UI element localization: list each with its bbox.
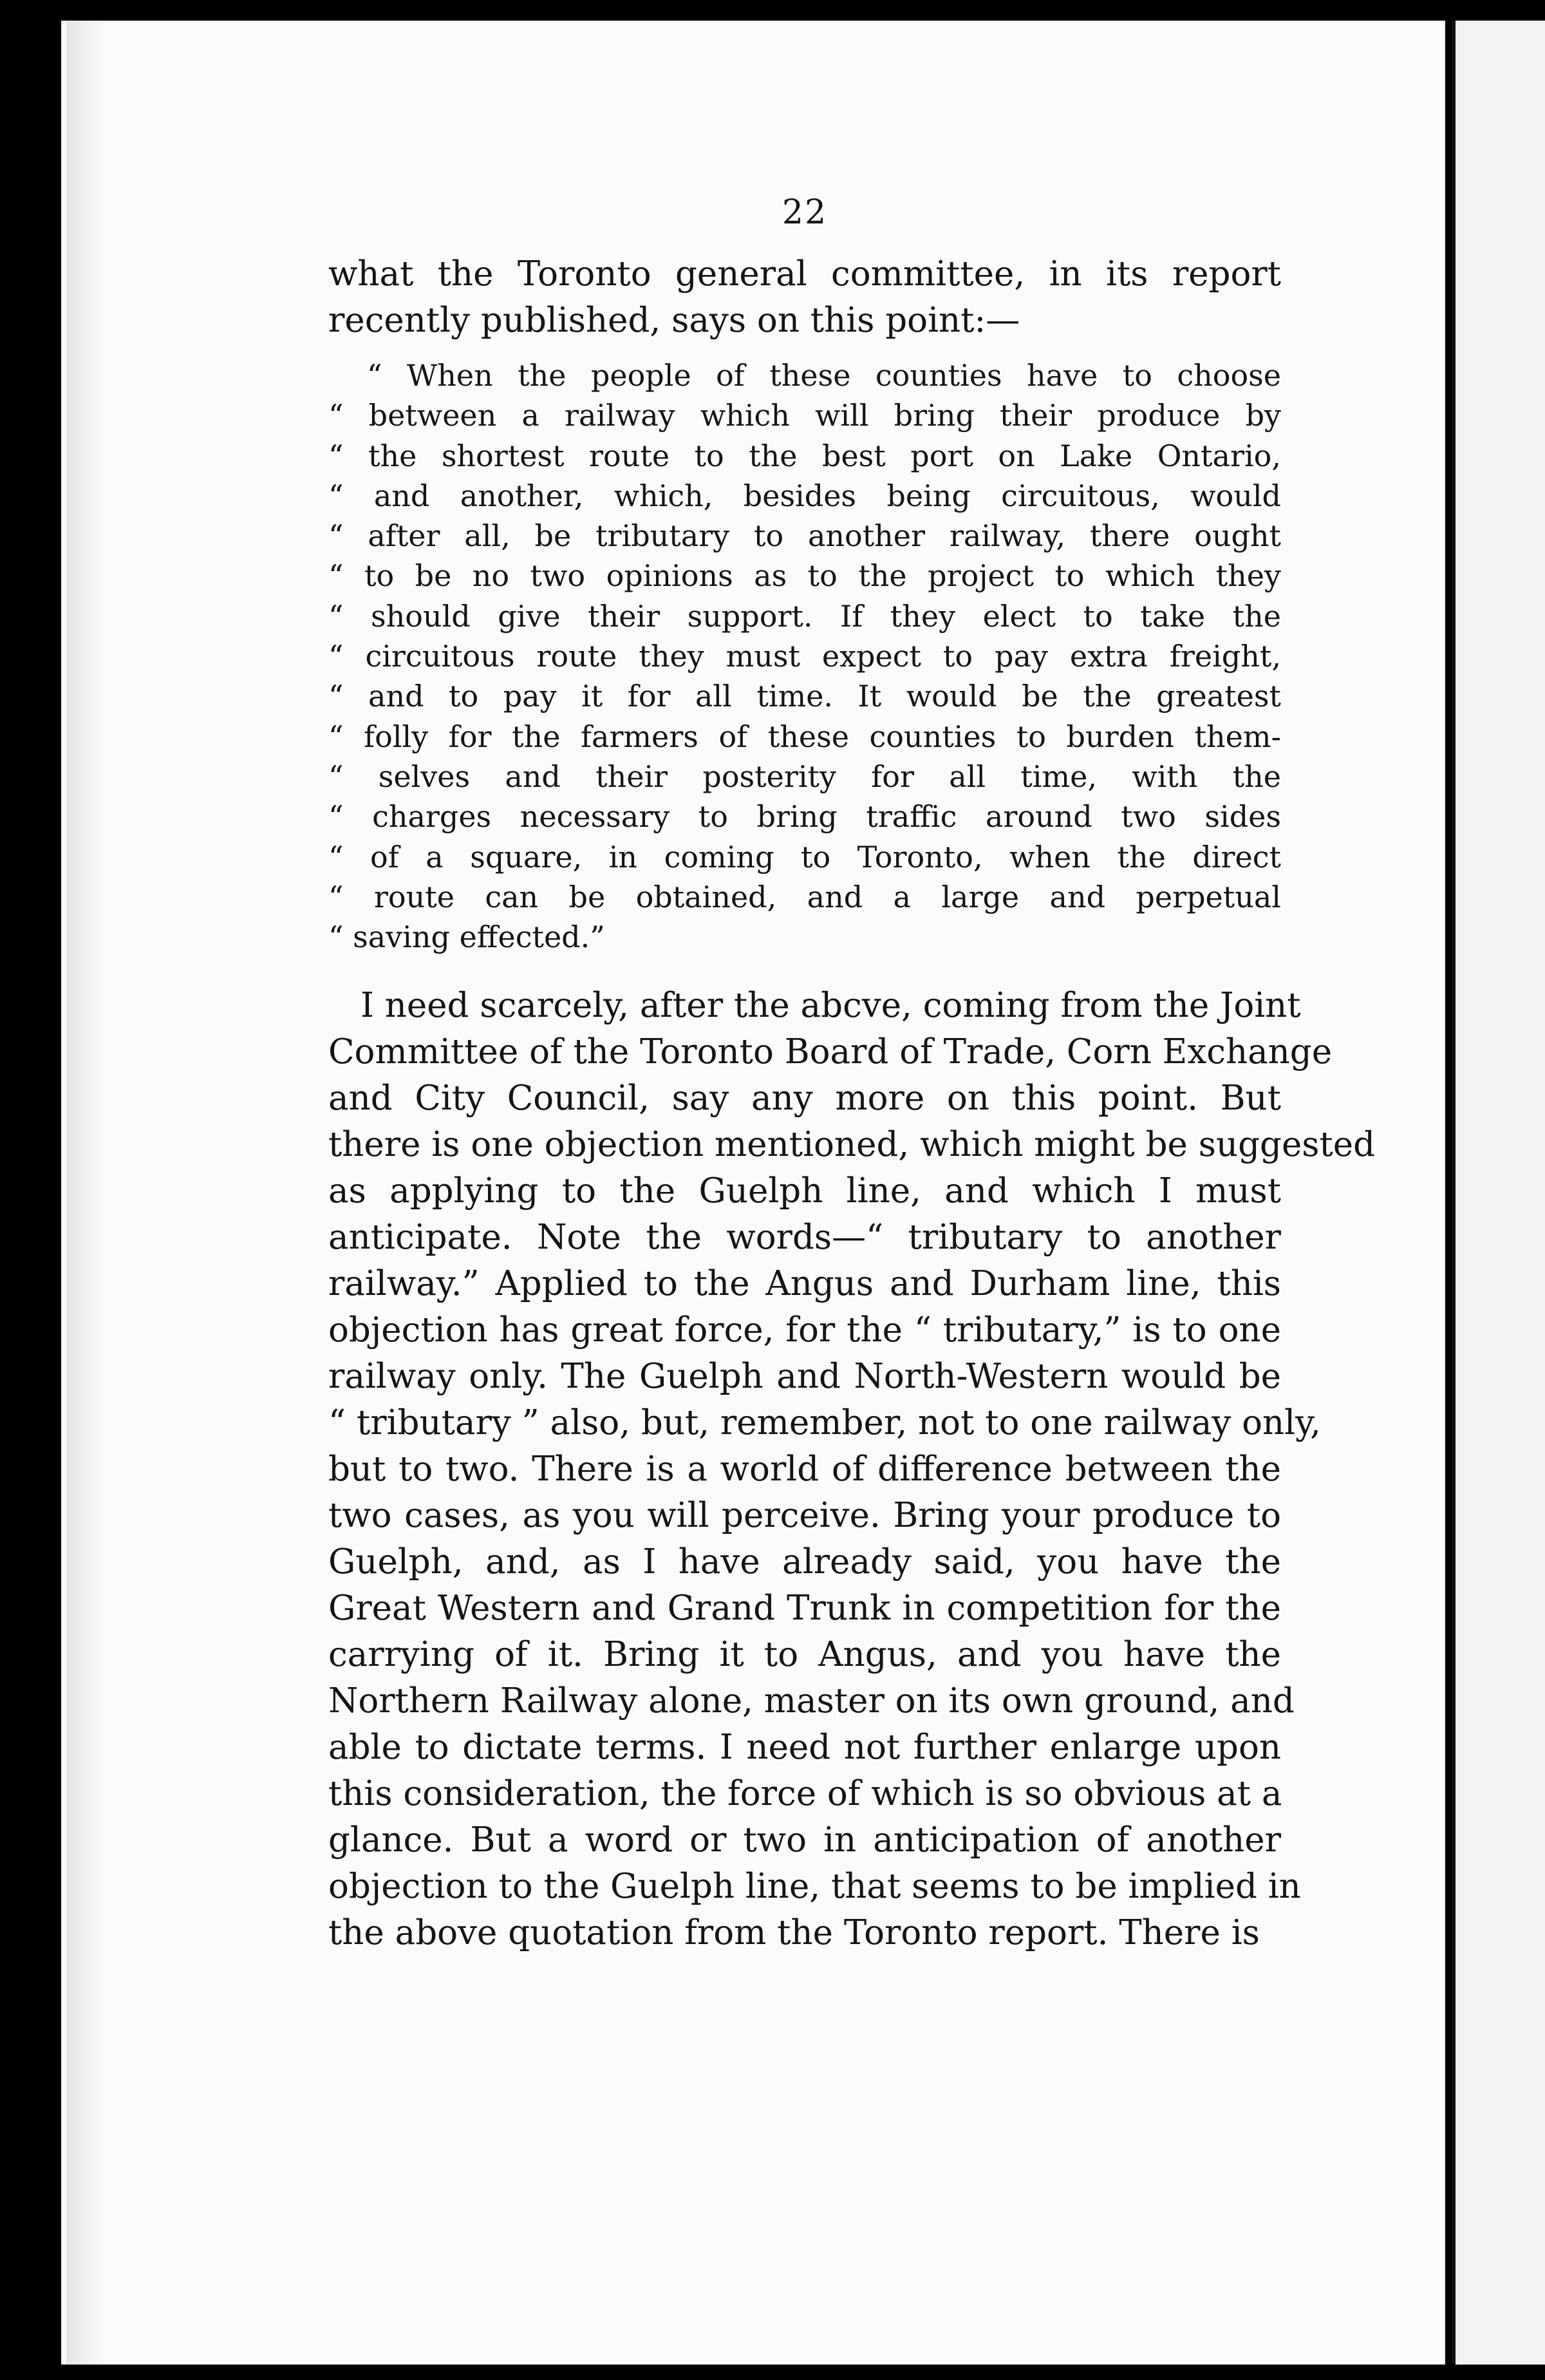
quote-line: “ of a square, in coming to Toronto, when the direct bbox=[328, 839, 1281, 874]
quote-line: “ should give their support. If they elect to take the bbox=[328, 598, 1281, 634]
adjacent-page-edge bbox=[1452, 21, 1545, 2365]
text-line: recently published, says on this point:— bbox=[328, 301, 1020, 340]
quote-line: “ folly for the farmers of these counties to burden them- bbox=[328, 719, 1281, 754]
text-line: glance. But a word or two in anticipation of another bbox=[328, 1820, 1281, 1860]
block-quote bbox=[328, 355, 1281, 957]
text-line: what the Toronto general committee, in its report bbox=[328, 254, 1281, 294]
text-line: but to two. There is a world of difference between the bbox=[328, 1450, 1281, 1489]
text-line: railway only. The Guelph and North-Western would be bbox=[328, 1357, 1281, 1397]
text-line: objection has great force, for the “ tributary,” is to one bbox=[328, 1310, 1281, 1350]
quote-line: “ and to pay it for all time. It would be the greatest bbox=[328, 679, 1281, 714]
quote-line: “ after all, be tributary to another railway, there ought bbox=[328, 518, 1281, 554]
text-line: and City Council, say any more on this point. But bbox=[328, 1079, 1281, 1119]
text-line: two cases, as you will perceive. Bring your produce to bbox=[328, 1496, 1281, 1536]
quote-line: “ circuitous route they must expect to pay extra freight, bbox=[328, 639, 1281, 674]
text-line: railway.” Applied to the Angus and Durham line, this bbox=[328, 1264, 1281, 1304]
quote-line: “ saving effected.” bbox=[328, 920, 605, 955]
text-line: “ tributary ” also, but, remember, not to one railway only, bbox=[328, 1403, 1321, 1443]
page-number: 22 bbox=[782, 193, 828, 232]
text-line: Guelph, and, as I have already said, you have the bbox=[328, 1542, 1281, 1582]
text-line: Committee of the Toronto Board of Trade, Corn Exchange bbox=[328, 1032, 1333, 1072]
text-line: there is one objection mentioned, which might be suggested bbox=[328, 1125, 1376, 1165]
text-block bbox=[328, 193, 1376, 1956]
text-line: Great Western and Grand Trunk in competition for the bbox=[328, 1589, 1281, 1629]
text-line: as applying to the Guelph line, and which I must bbox=[328, 1171, 1281, 1211]
intro-paragraph bbox=[328, 251, 1281, 344]
text-line: anticipate. Note the words—“ tributary to another bbox=[328, 1218, 1281, 1258]
text-line: Northern Railway alone, master on its own ground, and bbox=[328, 1681, 1295, 1721]
text-line: carrying of it. Bring it to Angus, and you have the bbox=[328, 1635, 1281, 1675]
quote-line: “ charges necessary to bring traffic around two sides bbox=[328, 799, 1281, 835]
quote-line: “ between a railway which will bring their produce by bbox=[328, 398, 1281, 433]
quote-line: “ and another, which, besides being circuitous, would bbox=[328, 478, 1281, 513]
quote-line: “ When the people of these counties have to choose bbox=[367, 358, 1281, 393]
quote-line: “ the shortest route to the best port on Lake Ontario, bbox=[328, 438, 1281, 473]
text-line: this consideration, the force of which is so obvious at a bbox=[328, 1774, 1282, 1814]
text-line: I need scarcely, after the abcve, coming from the Joint bbox=[360, 986, 1301, 1026]
quote-line: “ route can be obtained, and a large and perpetual bbox=[328, 879, 1281, 914]
text-line: the above quotation from the Toronto report. There is bbox=[328, 1913, 1260, 1953]
quote-line: “ to be no two opinions as to the project to which they bbox=[328, 558, 1281, 594]
text-line: objection to the Guelph line, that seems to be implied in bbox=[328, 1867, 1301, 1907]
body-paragraph bbox=[328, 983, 1376, 1956]
text-line: able to dictate terms. I need not further enlarge upon bbox=[328, 1728, 1281, 1768]
quote-line: “ selves and their posterity for all time, with the bbox=[328, 759, 1281, 794]
